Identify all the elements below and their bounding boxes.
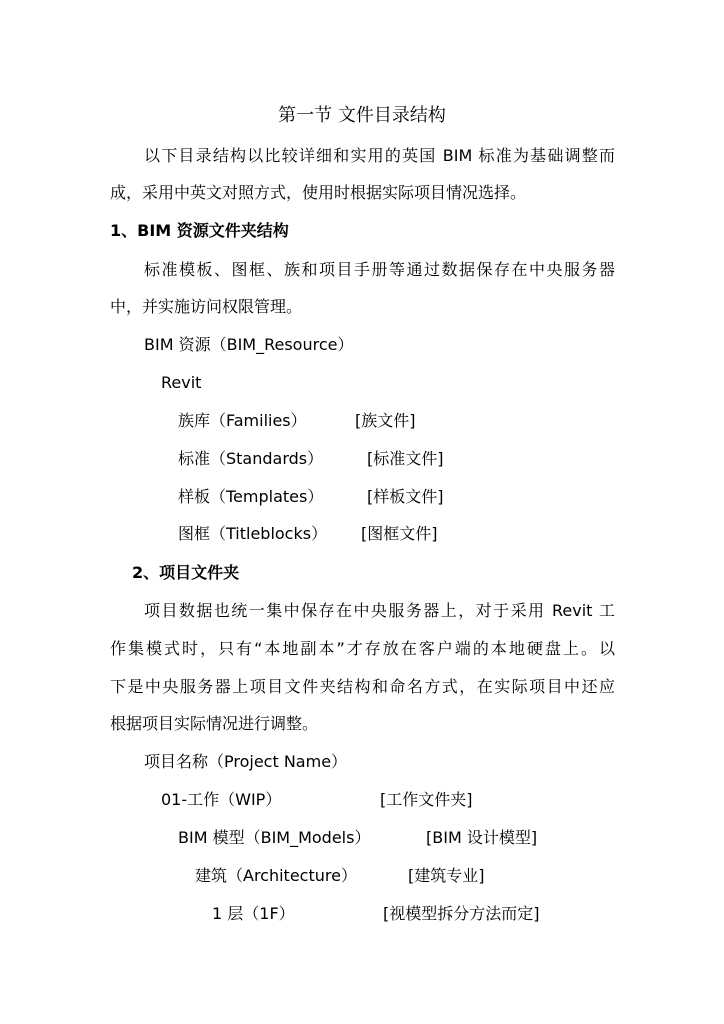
intro-line-1: 以下目录结构以比较详细和实用的英国 BIM 标准为基础调整而 bbox=[144, 146, 615, 165]
tree-tag-families: [族文件] bbox=[355, 411, 416, 430]
tree-tag-floor-1f: [视模型拆分方法而定] bbox=[383, 904, 540, 923]
tree-tag-wip: [工作文件夹] bbox=[380, 790, 473, 809]
section1-heading: 1、BIM 资源文件夹结构 bbox=[110, 221, 289, 240]
tree-tag-templates: [样板文件] bbox=[367, 487, 444, 506]
tree-tag-bim-models: [BIM 设计模型] bbox=[426, 828, 538, 847]
tree-node-standards: 标准（Standards） bbox=[178, 449, 324, 468]
section1-para-line-1: 标准模板、图框、族和项目手册等通过数据保存在中央服务器 bbox=[144, 260, 615, 279]
tree-node-wip: 01-工作（WIP） bbox=[161, 790, 282, 809]
tree-tag-titleblocks: [图框文件] bbox=[361, 524, 438, 543]
tree-root-project-name: 项目名称（Project Name） bbox=[144, 752, 348, 771]
page-title: 第一节 文件目录结构 bbox=[278, 105, 446, 126]
section1-para-line-2: 中，并实施访问权限管理。 bbox=[110, 297, 303, 316]
section2-para-line-1: 项目数据也统一集中保存在中央服务器上，对于采用 Revit 工 bbox=[144, 601, 615, 620]
tree-node-bim-models: BIM 模型（BIM_Models） bbox=[178, 828, 371, 847]
tree-tag-standards: [标准文件] bbox=[367, 449, 444, 468]
tree-node-floor-1f: 1 层（1F） bbox=[212, 904, 295, 923]
tree-tag-architecture: [建筑专业] bbox=[408, 866, 485, 885]
intro-line-2: 成，采用中英文对照方式，使用时根据实际项目情况选择。 bbox=[110, 183, 527, 202]
tree-node-architecture: 建筑（Architecture） bbox=[195, 866, 357, 885]
tree-node-revit: Revit bbox=[161, 373, 202, 392]
section2-para-line-3: 下是中央服务器上项目文件夹结构和命名方式，在实际项目中还应 bbox=[110, 677, 615, 696]
tree-node-families: 族库（Families） bbox=[178, 411, 307, 430]
section2-heading: 2、项目文件夹 bbox=[132, 563, 240, 582]
tree-root-bim-resource: BIM 资源（BIM_Resource） bbox=[144, 335, 354, 354]
section2-para-line-4: 根据项目实际情况进行调整。 bbox=[110, 714, 319, 733]
tree-node-titleblocks: 图框（Titleblocks） bbox=[178, 524, 328, 543]
tree-node-templates: 样板（Templates） bbox=[178, 487, 324, 506]
section2-para-line-2: 作集模式时，只有“本地副本”才存放在客户端的本地硬盘上。以 bbox=[110, 639, 615, 658]
